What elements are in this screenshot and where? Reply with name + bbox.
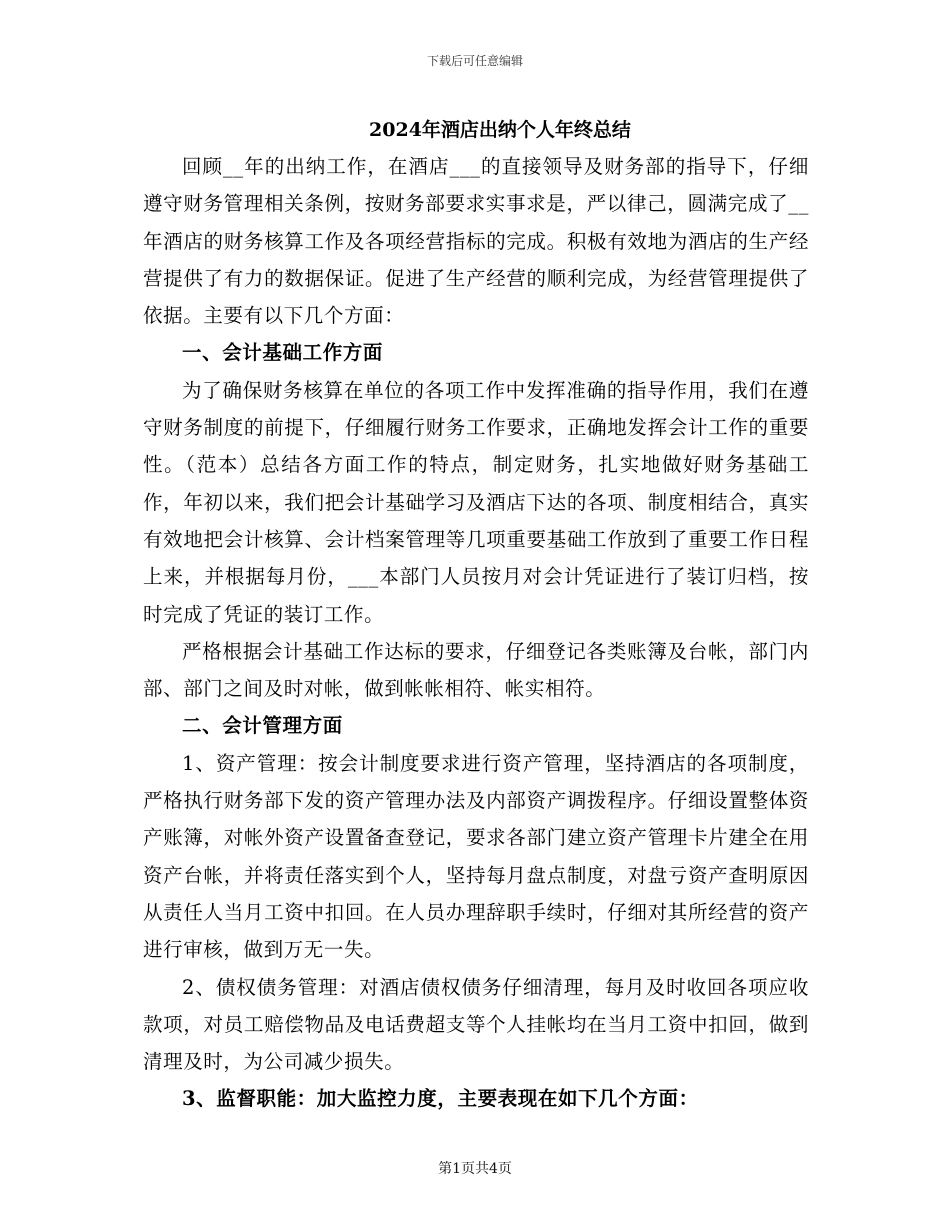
body-paragraph: 1、资产管理：按会计制度要求进行资产管理，坚持酒店的各项制度，严格执行财务部下发的资产管理办法及内部资产调拨程序。仔细设置整体资产账簿，对帐外资产设置备查登记，要求各部门建立资产管理卡片建全在用资产台帐，并将责任落实到个人，坚持每月盘点制度，对盘亏资产查明原因从责任人当月工资中扣回。在人员办理辞职手续时，仔细对其所经营的资产进行审核，做到万无一失。 bbox=[143, 751, 809, 962]
intro-paragraph: 回顾__年的出纳工作，在酒店___的直接领导及财务部的指导下，仔细遵守财务管理相关条例，按财务部要求实事求是，严以律己，圆满完成了__年酒店的财务核算工作及各项经营指标的完成。积极有效地为酒店的生产经营提供了有力的数据保证。促进了生产经营的顺利完成，为经营管理提供了依据。主要有以下几个方面： bbox=[143, 155, 809, 328]
section-heading-accounting-management: 二、会计管理方面 bbox=[182, 714, 343, 738]
body-paragraph: 严格根据会计基础工作达标的要求，仔细登记各类账簿及台帐，部门内部、部门之间及时对帐，做到帐帐相符、帐实相符。 bbox=[143, 639, 809, 701]
document-title: 2024年酒店出纳个人年终总结 bbox=[369, 119, 631, 141]
subsection-heading-supervision: 3、监督职能：加大监控力度，主要表现在如下几个方面： bbox=[182, 1087, 699, 1111]
document-body bbox=[143, 114, 809, 1118]
page-header-note: 下载后可任意编辑 bbox=[426, 54, 523, 68]
body-paragraph: 2、债权债务管理：对酒店债权债务仔细清理，每月及时收回各项应收款项，对员工赔偿物品及电话费超支等个人挂帐均在当月工资中扣回，做到清理及时，为公司减少损失。 bbox=[143, 975, 809, 1074]
body-paragraph: 为了确保财务核算在单位的各项工作中发挥准确的指导作用，我们在遵守财务制度的前提下，仔细履行财务工作要求，正确地发挥会计工作的重要性。（范本）总结各方面工作的特点，制定财务，扎实地做好财务基础工作，年初以来，我们把会计基础学习及酒店下达的各项、制度相结合，真实有效地把会计核算、会计档案管理等几项重要基础工作放到了重要工作日程上来，并根据每月份，___本部门人员按月对会计凭证进行了装订归档，按时完成了凭证的装订工作。 bbox=[143, 378, 809, 626]
page-number: 第1页共4页 bbox=[438, 1161, 512, 1177]
section-heading-accounting-basics: 一、会计基础工作方面 bbox=[182, 341, 384, 365]
